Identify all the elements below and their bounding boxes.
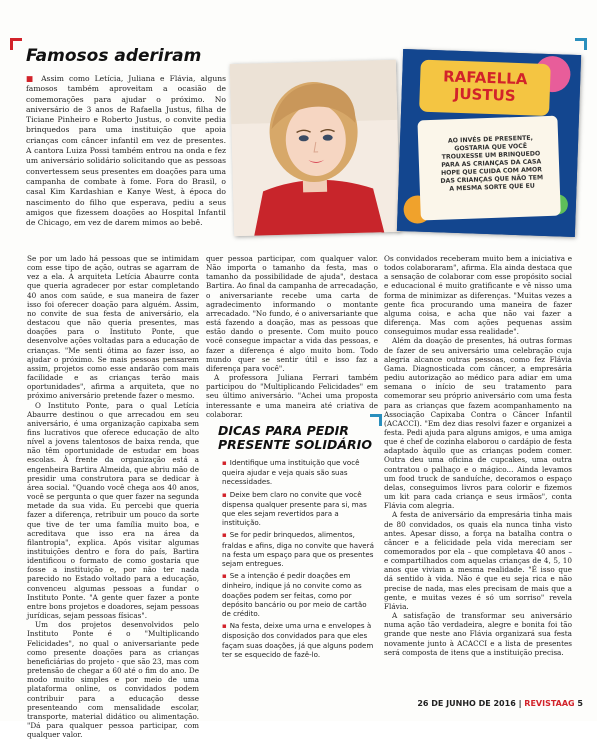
tip-item: ▪ Se for pedir brinquedos, alimentos, fraldas e afins, diga no convite que haverá na festa um espaço para que os presentes sejam entregues. — [222, 530, 374, 568]
blue-corner-mark — [370, 414, 382, 426]
portrait-photo — [230, 60, 400, 236]
invitation-photo — [397, 49, 581, 237]
invitation-message: AO INVÉS DE PRESENTE, GOSTARIA QUE VOCÊ TROUXESSE UM BRINQUEDO PARA AS CRIANÇAS DA CASA HOPE QUE CUIDA COM AMOR DAS CRIANÇAS QUE NÃO TEM A MESMA SORTE QUE EU — [440, 134, 544, 193]
page-number: 5 — [577, 699, 583, 708]
invitation-name: RAFAELLA JUSTUS — [442, 67, 528, 105]
paragraph: Se por um lado há pessoas que se intimidam com esse tipo de ação, outras se agarram de vez a ela. A arquiteta Letícia Abaurre conta que queria agradecer por estar completando 40 anos com saúde, e sua maneira de fazer isso foi oferecer doação para alguém. Assim, no convite de sua festa de aniversário, ela destacou que não queria presentes, mas doações para o Instituto Ponte, que desenvolve ações voltadas para a educação de crianças. "Me senti ótima ao fazer isso, ao ajudar o próximo. Se mais pessoas pensarem assim, projetos como esse andarão com mais facilidade e as crianças terão mais oportunidades", afirma a arquiteta, que no próximo aniversário pretende fazer o mesmo. — [27, 254, 199, 401]
paragraph: Além da doação de presentes, há outras formas de fazer de seu aniversário uma celebração cuja alegria alcance outras pessoas, como fez Flávia Gama. Diagnosticada com câncer, a empresária pediu autorização ao médico para adiar em uma semana o início de seu tratamento para comemorar seu próprio aniversário com uma festa para as crianças que fazem acompanhamento na Associação Capixaba Contra o Câncer Infantil (ACACCI). "Em dez dias resolvi fazer e organizei a festa. Pedi ajuda para alguns amigos, e uma amiga que é chef de cozinha elaborou o cardápio de festa adaptado àquilo que as crianças podem comer. Outra deu uma oficina de cupcakes, uma outra contratou o palhaço e o mágico... Ainda levamos um food truck de sanduíche, decoramos o espaço delas, conseguimos livros para colorir e fizemos um kit para cada criança e seus irmãos", conta Flávia com alegria. — [384, 336, 572, 511]
article-column-2 — [206, 254, 378, 419]
paragraph: Os convidados receberam muito bem a iniciativa e todos colaboraram", afirma. Ela ainda destaca que a sensação de colaborar com esse propósito social e educacional é muito gratificante e vê nisso uma forma de minimizar as diferenças. "Muitas vezes a gente fica procurando uma maneira de fazer alguma coisa, e acha que não vai fazer a diferença. Mas com ações pequenas assim conseguimos mudar essa realidade". — [384, 254, 572, 337]
page-footer: 26 DE JUNHO DE 2016 | REVISTAAG 5 — [417, 699, 583, 708]
tip-item: ▪ Identifique uma instituição que você queira ajudar e veja quais são suas necessidades. — [222, 458, 374, 487]
tips-section — [214, 414, 378, 696]
article-column-1 — [27, 254, 199, 739]
paragraph: Um dos projetos desenvolvidos pelo Instituto Ponte é o "Multiplicando Felicidades", no qual o aniversariante pede como presente doações para as crianças beneficiárias do projeto - que são 23, mas com pretensão de chegar a 60 até o fim do ano. De modo muito simples e por meio de uma plataforma online, os convidados podem contribuir para a educação desse presenteando com mensalidade escolar, transporte, material didático ou alimentação. "Dá para qualquer pessoa participar, com qualquer valor. — [27, 620, 199, 739]
tips-list — [222, 458, 374, 659]
famous-text — [26, 74, 226, 228]
tip-item: ▪ Se a intenção é pedir doações em dinheiro, indique já no convite como as doações podem ser feitas, como por depósito bancário ou por meio de cartão de crédito. — [222, 571, 374, 618]
tip-item: ▪ Deixe bem claro no convite que você dispensa qualquer presente para si, mas que eles sejam revertidos para a instituição. — [222, 490, 374, 528]
famous-paragraph: Assim como Letícia, Juliana e Flávia, alguns famosos também aproveitam a ocasião de comemorações para ajudar o próximo. No aniversário de 3 anos de Rafaella Justus, filha de Ticiane Pinheiro e Roberto Justus, o convite pedia brinquedos para uma instituição que apoia crianças com câncer infantil em vez de presentes. A cantora Luiza Possi também entrou na onda e fez um aniversário solidário solicitando que as pessoas convertessem seus presentes em doações para uma campanha de combate à fome. Fora do Brasil, o casal Kim Kardashian e Kanye West, à época do nascimento do filho que esperava, pediu a seus amigos que fizessem doações ao Hospital Infantil de Chicago, em vez de darem mimos ao bebê. — [26, 74, 226, 228]
paragraph: A professora Juliana Ferrari também participou do "Multiplicando Felicidades" em seu último aniversário. "Achei uma proposta interessante e uma maneira até criativa de colaborar. — [206, 373, 378, 419]
paragraph: O Instituto Ponte, para o qual Letícia Abaurre destinou o que arrecadou em seu aniversário, é uma organização capixaba sem fins lucrativos que oferece educação de alto nível a jovens talentosos de baixa renda, que não têm oportunidade de estudar em boas escolas. À frente da organização está a engenheira Bartira Almeida, que abriu mão de presidir uma construtora para se dedicar à área social. "Quando você chega aos 40 anos, você se pergunta o que quer fazer na segunda metade da sua vida. Eu percebi que queria fazer a diferença, retribuir um pouco da sorte que tive de ter uma família muito boa, e acreditava que isso era na área da filantropia", explica. Após visitar algumas instituições dentro e fora do país, Bartira identificou o formato de como gostaria que fosse a instituição e, por não ter nada parecido no Estado voltado para a educação, convenceu algumas pessoas a fundar o Instituto Ponte. "A gente quer fazer a ponte entre bons projetos e doadores, sejam pessoas jurídicas, sejam pessoas físicas". — [27, 400, 199, 621]
bullet-icon: ■ — [26, 74, 42, 83]
paragraph: A satisfação de transformar seu aniversário numa ação tão verdadeira, alegre e bonita foi tão grande que neste ano Flávia organizará sua festa novamente junto à ACACCI e a lista de presentes será composta de itens que a instituição precisa. — [384, 611, 572, 657]
tips-title: DICAS PARA PEDIR PRESENTE SOLIDÁRIO — [218, 423, 372, 452]
red-corner-mark — [10, 38, 22, 50]
paragraph: A festa de aniversário da empresária tinha mais de 80 convidados, os quais ela nunca tinha visto antes. Apesar disso, a força na batalha contra o câncer e a felicidade pela vida mereciam ser comemorados por ela – que completava 40 anos – e compartilhados com aquelas crianças de 4, 5, 10 anos que viviam a mesma realidade. "É isso que dá sentido à vida. Não é que eu seja rica e não precise de nada, mas eles precisam de mais que a gente, e muitas vezes é só um sorriso" revela Flávia. — [384, 510, 572, 611]
article-column-3 — [384, 254, 572, 694]
footer-brand: REVISTAAG — [524, 699, 575, 708]
tip-item: ▪ Na festa, deixe uma urna e envelopes à disposição dos convidados para que eles façam suas doações, já que alguns podem ter se esquecido de fazê-lo. — [222, 621, 374, 659]
footer-date: 26 DE JUNHO DE 2016 — [417, 699, 516, 708]
blue-corner-mark — [575, 38, 587, 50]
famous-section — [10, 38, 587, 243]
paragraph: quer pessoa participar, com qualquer valor. Não importa o tamanho da festa, mas o tamanho da possibilidade de ajuda", destaca Bartira. Ao final da campanha de arrecadação, o aniversariante recebe uma carta de agradecimento informando o montante arrecadado. "No fundo, é o aniversariante que está fazendo a doação, mas as pessoas que estão dando o presente. Com muito pouco você consegue impactar a vida das pessoas, e fazer a diferença é algo muito bom. Todo mundo quer se sentir útil e isso faz a diferença para você". — [206, 254, 378, 373]
famous-title: Famosos aderiram — [26, 46, 202, 66]
